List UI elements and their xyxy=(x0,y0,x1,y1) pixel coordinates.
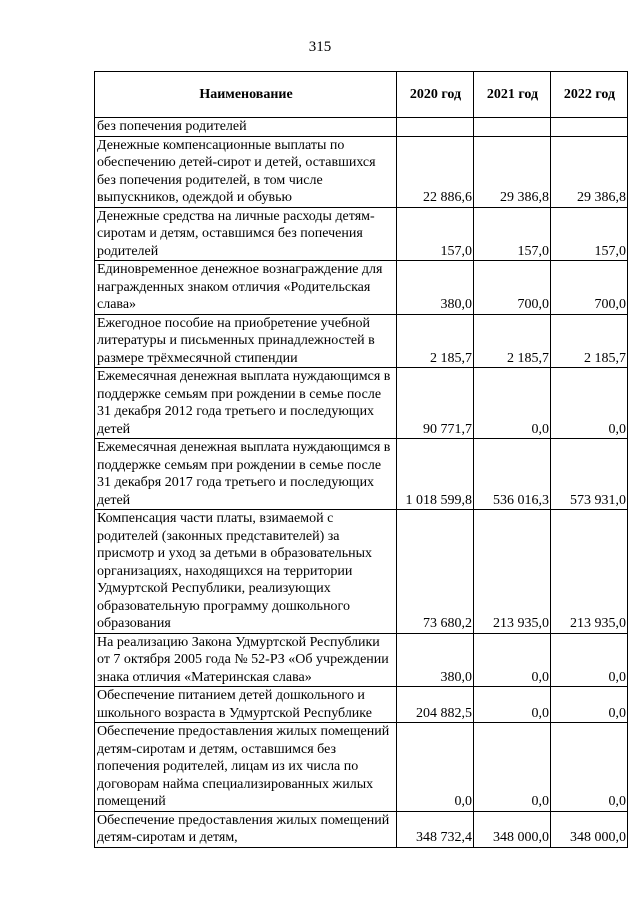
row-2020: 380,0 xyxy=(397,261,474,315)
row-2021: 536 016,3 xyxy=(474,439,551,510)
row-2020: 348 732,4 xyxy=(397,811,474,847)
row-2020: 204 882,5 xyxy=(397,687,474,723)
row-name: Обеспечение предоставления жилых помещений детям-сиротам и детям, оставшимся без попечения родителей, лицам из их числа по договорам найма специализированных жилых помещений xyxy=(95,723,397,812)
row-name: Единовременное денежное вознаграждение для награжденных знаком отличия «Родительская слава» xyxy=(95,261,397,315)
row-name: Ежемесячная денежная выплата нуждающимся в поддержке семьям при рождении в семье после 31 декабря 2012 года третьего и последующих детей xyxy=(95,368,397,439)
row-2022: 700,0 xyxy=(551,261,628,315)
table-row xyxy=(95,136,628,207)
row-2022 xyxy=(551,118,628,137)
header-name: Наименование xyxy=(95,72,397,118)
row-name: Денежные средства на личные расходы детям-сиротам и детям, оставшимся без попечения родителей xyxy=(95,207,397,261)
row-2020: 157,0 xyxy=(397,207,474,261)
row-2021: 348 000,0 xyxy=(474,811,551,847)
row-2021: 0,0 xyxy=(474,633,551,687)
table-row xyxy=(95,633,628,687)
row-2022: 213 935,0 xyxy=(551,510,628,634)
header-row xyxy=(95,72,628,118)
row-2020: 380,0 xyxy=(397,633,474,687)
table-header xyxy=(95,72,628,118)
row-2021: 0,0 xyxy=(474,723,551,812)
row-name: На реализацию Закона Удмуртской Республики от 7 октября 2005 года № 52-РЗ «Об учреждении знака отличия «Материнская слава» xyxy=(95,633,397,687)
row-2020: 1 018 599,8 xyxy=(397,439,474,510)
row-2021: 0,0 xyxy=(474,368,551,439)
row-2022: 157,0 xyxy=(551,207,628,261)
row-2022: 573 931,0 xyxy=(551,439,628,510)
table-body xyxy=(95,118,628,848)
row-2022: 2 185,7 xyxy=(551,314,628,368)
row-2020: 90 771,7 xyxy=(397,368,474,439)
row-name: без попечения родителей xyxy=(95,118,397,137)
table-row xyxy=(95,118,628,137)
row-2021: 2 185,7 xyxy=(474,314,551,368)
page-number: 315 xyxy=(308,39,332,55)
row-2022: 0,0 xyxy=(551,633,628,687)
row-name: Обеспечение предоставления жилых помещений детям-сиротам и детям, xyxy=(95,811,397,847)
row-2021 xyxy=(474,118,551,137)
header-2021: 2021 год xyxy=(474,72,551,118)
row-2021: 0,0 xyxy=(474,687,551,723)
table-row xyxy=(95,723,628,812)
table-row xyxy=(95,439,628,510)
table-row xyxy=(95,368,628,439)
row-2022: 0,0 xyxy=(551,687,628,723)
header-2022: 2022 год xyxy=(551,72,628,118)
table-row xyxy=(95,207,628,261)
row-2022: 0,0 xyxy=(551,368,628,439)
table-row xyxy=(95,314,628,368)
row-2021: 29 386,8 xyxy=(474,136,551,207)
table-row xyxy=(95,687,628,723)
row-name: Ежегодное пособие на приобретение учебной литературы и письменных принадлежностей в размере трёхмесячной стипендии xyxy=(95,314,397,368)
row-2022: 0,0 xyxy=(551,723,628,812)
budget-table xyxy=(94,71,628,848)
header-2020: 2020 год xyxy=(397,72,474,118)
row-2022: 348 000,0 xyxy=(551,811,628,847)
row-name: Денежные компенсационные выплаты по обеспечению детей-сирот и детей, оставшихся без попечения родителей, в том числе выпускников, одеждой и обувью xyxy=(95,136,397,207)
row-2022: 29 386,8 xyxy=(551,136,628,207)
table-row xyxy=(95,510,628,634)
row-2020: 2 185,7 xyxy=(397,314,474,368)
row-name: Ежемесячная денежная выплата нуждающимся в поддержке семьям при рождении в семье после 31 декабря 2017 года третьего и последующих детей xyxy=(95,439,397,510)
row-2020: 0,0 xyxy=(397,723,474,812)
row-2020: 73 680,2 xyxy=(397,510,474,634)
row-2020: 22 886,6 xyxy=(397,136,474,207)
row-2021: 213 935,0 xyxy=(474,510,551,634)
row-2021: 157,0 xyxy=(474,207,551,261)
row-2020 xyxy=(397,118,474,137)
row-name: Обеспечение питанием детей дошкольного и школьного возраста в Удмуртской Республике xyxy=(95,687,397,723)
row-name: Компенсация части платы, взимаемой с родителей (законных представителей) за присмотр и уход за детьми в образовательных организациях, находящихся на территории Удмуртской Республики, реализующих образовательную программу дошкольного образования xyxy=(95,510,397,634)
table-row xyxy=(95,811,628,847)
row-2021: 700,0 xyxy=(474,261,551,315)
table-row xyxy=(95,261,628,315)
